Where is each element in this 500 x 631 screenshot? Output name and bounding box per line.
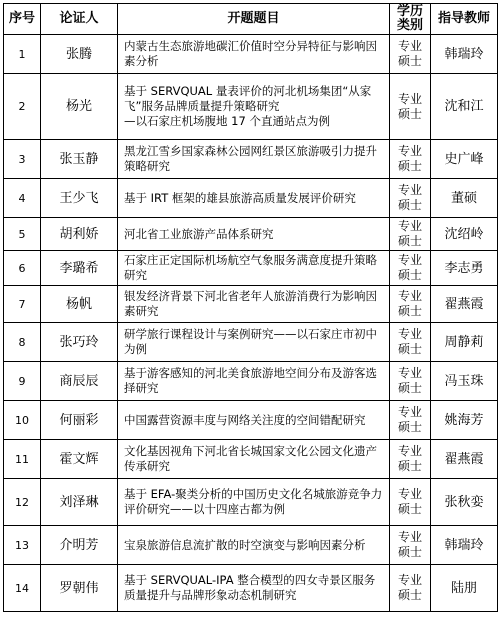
table-row	[4, 286, 498, 323]
row-degree-type: 专业 硕士	[390, 218, 431, 251]
row-presenter: 介明芳	[41, 526, 118, 565]
row-title: 基于 SERVQUAL 量表评价的河北机场集团“从家飞”服务品牌质量提升策略研究 —以石家庄机场腹地 17 个直通站点为例	[118, 74, 390, 140]
row-presenter: 李璐希	[41, 251, 118, 286]
row-title: 研学旅行课程设计与案例研究——以石家庄市初中为例	[118, 323, 390, 362]
row-degree-type: 专业 硕士	[390, 74, 431, 140]
table-row	[4, 218, 498, 251]
row-index: 6	[4, 251, 41, 286]
row-index: 2	[4, 74, 41, 140]
row-index: 9	[4, 362, 41, 401]
row-advisor: 李志勇	[431, 251, 498, 286]
table-row	[4, 479, 498, 526]
row-title: 基于 IRT 框架的雄县旅游高质量发展评价研究	[118, 179, 390, 218]
table-row	[4, 74, 498, 140]
row-presenter: 霍文辉	[41, 440, 118, 479]
row-presenter: 胡利娇	[41, 218, 118, 251]
header-advisor: 指导教师	[431, 4, 498, 35]
row-degree-type: 专业 硕士	[390, 479, 431, 526]
row-title: 内蒙古生态旅游地碳汇价值时空分异特征与影响因素分析	[118, 35, 390, 74]
row-degree-type: 专业 硕士	[390, 140, 431, 179]
row-index: 5	[4, 218, 41, 251]
row-degree-type: 专业 硕士	[390, 323, 431, 362]
row-index: 12	[4, 479, 41, 526]
row-degree-type: 专业 硕士	[390, 401, 431, 440]
row-title: 石家庄正定国际机场航空气象服务满意度提升策略研究	[118, 251, 390, 286]
table-header-row	[4, 4, 498, 35]
row-index: 7	[4, 286, 41, 323]
row-advisor: 史广峰	[431, 140, 498, 179]
header-presenter: 论证人	[41, 4, 118, 35]
row-presenter: 杨光	[41, 74, 118, 140]
table-row	[4, 140, 498, 179]
table-row	[4, 401, 498, 440]
row-title: 中国露营资源丰度与网络关注度的空间错配研究	[118, 401, 390, 440]
row-advisor: 沈绍岭	[431, 218, 498, 251]
table-row	[4, 251, 498, 286]
row-degree-type: 专业 硕士	[390, 526, 431, 565]
row-title: 河北省工业旅游产品体系研究	[118, 218, 390, 251]
row-degree-type: 专业 硕士	[390, 251, 431, 286]
row-index: 4	[4, 179, 41, 218]
row-presenter: 商辰辰	[41, 362, 118, 401]
thesis-table-container	[3, 3, 498, 612]
row-presenter: 罗朝伟	[41, 565, 118, 612]
row-presenter: 何丽彩	[41, 401, 118, 440]
row-index: 1	[4, 35, 41, 74]
table-row	[4, 323, 498, 362]
row-advisor: 周静莉	[431, 323, 498, 362]
row-title: 银发经济背景下河北省老年人旅游消费行为影响因素研究	[118, 286, 390, 323]
table-row	[4, 362, 498, 401]
row-advisor: 陆朋	[431, 565, 498, 612]
row-advisor: 韩瑞玲	[431, 526, 498, 565]
row-title: 文化基因视角下河北省长城国家文化公园文化遗产传承研究	[118, 440, 390, 479]
row-index: 13	[4, 526, 41, 565]
table-row	[4, 526, 498, 565]
row-title: 宝泉旅游信息流扩散的时空演变与影响因素分析	[118, 526, 390, 565]
table-body	[4, 35, 498, 612]
row-advisor: 翟燕霞	[431, 440, 498, 479]
row-advisor: 沈和江	[431, 74, 498, 140]
table-row	[4, 440, 498, 479]
header-title: 开题题目	[118, 4, 390, 35]
row-title: 基于游客感知的河北美食旅游地空间分布及游客选择研究	[118, 362, 390, 401]
row-degree-type: 专业 硕士	[390, 35, 431, 74]
row-title: 基于 EFA-聚类分析的中国历史文化名城旅游竞争力评价研究——以十四座古都为例	[118, 479, 390, 526]
row-presenter: 刘泽琳	[41, 479, 118, 526]
row-title: 基于 SERVQUAL-IPA 整合模型的四女寺景区服务质量提升与品牌形象动态机制研究	[118, 565, 390, 612]
row-presenter: 王少飞	[41, 179, 118, 218]
table-row	[4, 35, 498, 74]
header-index: 序号	[4, 4, 41, 35]
row-presenter: 张腾	[41, 35, 118, 74]
row-degree-type: 专业 硕士	[390, 286, 431, 323]
row-degree-type: 专业 硕士	[390, 440, 431, 479]
table-row	[4, 179, 498, 218]
row-title: 黑龙江雪乡国家森林公园网红景区旅游吸引力提升策略研究	[118, 140, 390, 179]
table-row	[4, 565, 498, 612]
row-presenter: 张玉静	[41, 140, 118, 179]
row-presenter: 张巧玲	[41, 323, 118, 362]
row-index: 8	[4, 323, 41, 362]
row-advisor: 冯玉珠	[431, 362, 498, 401]
row-presenter: 杨帆	[41, 286, 118, 323]
row-advisor: 姚海芳	[431, 401, 498, 440]
row-degree-type: 专业 硕士	[390, 179, 431, 218]
row-degree-type: 专业 硕士	[390, 565, 431, 612]
row-index: 14	[4, 565, 41, 612]
row-advisor: 董硕	[431, 179, 498, 218]
row-index: 10	[4, 401, 41, 440]
row-advisor: 翟燕霞	[431, 286, 498, 323]
row-advisor: 韩瑞玲	[431, 35, 498, 74]
row-index: 3	[4, 140, 41, 179]
row-index: 11	[4, 440, 41, 479]
header-degree-type: 学历 类别	[390, 4, 431, 35]
thesis-proposal-table	[3, 3, 498, 612]
row-degree-type: 专业 硕士	[390, 362, 431, 401]
row-advisor: 张秋娈	[431, 479, 498, 526]
